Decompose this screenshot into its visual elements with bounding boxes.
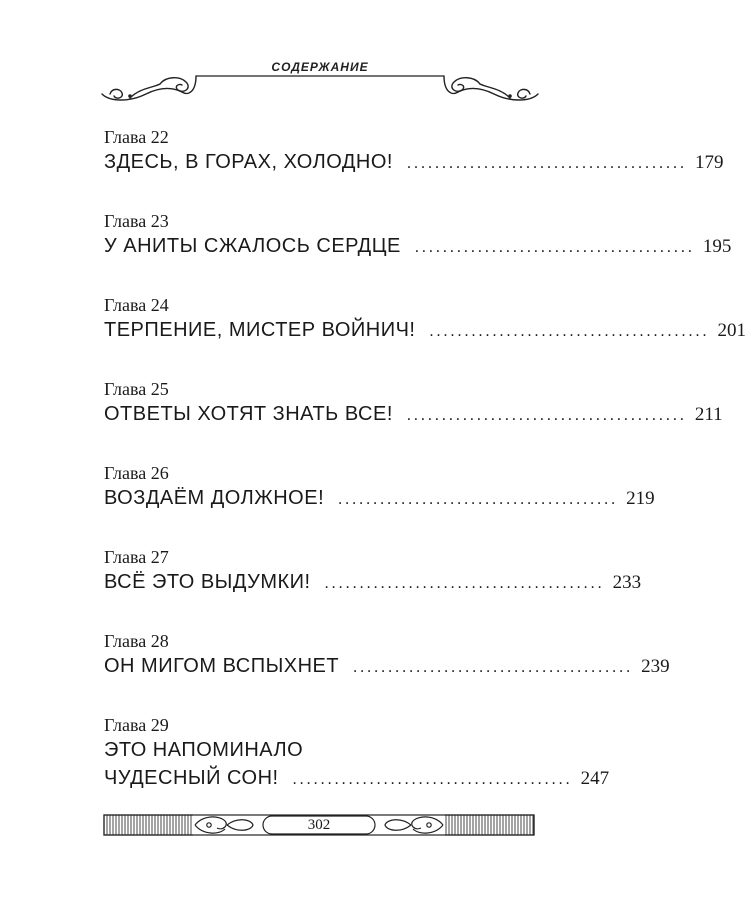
page-reference: 201 bbox=[717, 320, 746, 341]
chapter-title: ЧУДЕСНЫЙ СОН! bbox=[104, 767, 279, 789]
chapter-label: Глава 23 bbox=[104, 211, 169, 231]
chapter-label: Глава 26 bbox=[104, 463, 169, 483]
toc-entry-22[interactable] bbox=[104, 126, 724, 176]
chapter-title: ОТВЕТЫ ХОТЯТ ЗНАТЬ ВСЕ! bbox=[104, 403, 393, 425]
chapter-label: Глава 29 bbox=[104, 715, 169, 735]
page-header bbox=[100, 58, 540, 108]
toc-entry-27[interactable] bbox=[104, 546, 642, 596]
chapter-title-line1: ЭТО НАПОМИНАЛО bbox=[104, 739, 304, 761]
chapter-label: Глава 22 bbox=[104, 127, 169, 147]
chapter-title: ЗДЕСЬ, В ГОРАХ, ХОЛОДНО! bbox=[104, 151, 393, 173]
chapter-label: Глава 27 bbox=[104, 547, 169, 567]
chapter-label: Глава 28 bbox=[104, 631, 169, 651]
dot-leader: ........................................ bbox=[429, 323, 710, 340]
page-reference: 179 bbox=[694, 152, 724, 173]
page-reference: 195 bbox=[702, 236, 732, 257]
dot-leader: ........................................ bbox=[353, 659, 634, 676]
dot-leader: ........................................ bbox=[338, 491, 619, 508]
chapter-title: ТЕРПЕНИЕ, МИСТЕР ВОЙНИЧ! bbox=[104, 319, 416, 341]
page-reference: 239 bbox=[641, 656, 670, 677]
page-reference: 247 bbox=[580, 768, 610, 789]
chapter-title: ВСЁ ЭТО ВЫДУМКИ! bbox=[104, 571, 311, 593]
page-reference: 233 bbox=[612, 572, 642, 593]
dot-leader: ........................................ bbox=[324, 575, 605, 592]
page-reference: 219 bbox=[626, 488, 655, 509]
toc-entry-25[interactable] bbox=[104, 378, 723, 428]
toc-entry-26[interactable] bbox=[104, 462, 655, 512]
toc-entry-29[interactable] bbox=[104, 714, 610, 792]
chapter-title: У АНИТЫ СЖАЛОСЬ СЕРДЦЕ bbox=[104, 235, 401, 257]
page-reference: 211 bbox=[694, 404, 723, 425]
toc-entry-23[interactable] bbox=[104, 210, 732, 260]
toc-entry-28[interactable] bbox=[104, 630, 670, 680]
page-title: СОДЕРЖАНИЕ bbox=[271, 60, 369, 74]
page-footer bbox=[103, 811, 535, 841]
dot-leader: ........................................ bbox=[414, 239, 695, 256]
dot-leader: ........................................ bbox=[406, 407, 687, 424]
dot-leader: ........................................ bbox=[292, 771, 573, 788]
chapter-label: Глава 24 bbox=[104, 295, 169, 315]
chapter-title: ОН МИГОМ ВСПЫХНЕТ bbox=[104, 655, 340, 677]
chapter-label: Глава 25 bbox=[104, 379, 169, 399]
toc-entry-24[interactable] bbox=[104, 294, 746, 344]
chapter-title: ВОЗДАЁМ ДОЛЖНОЕ! bbox=[104, 487, 325, 509]
dot-leader: ........................................ bbox=[406, 155, 687, 172]
page-number: 302 bbox=[307, 817, 331, 833]
